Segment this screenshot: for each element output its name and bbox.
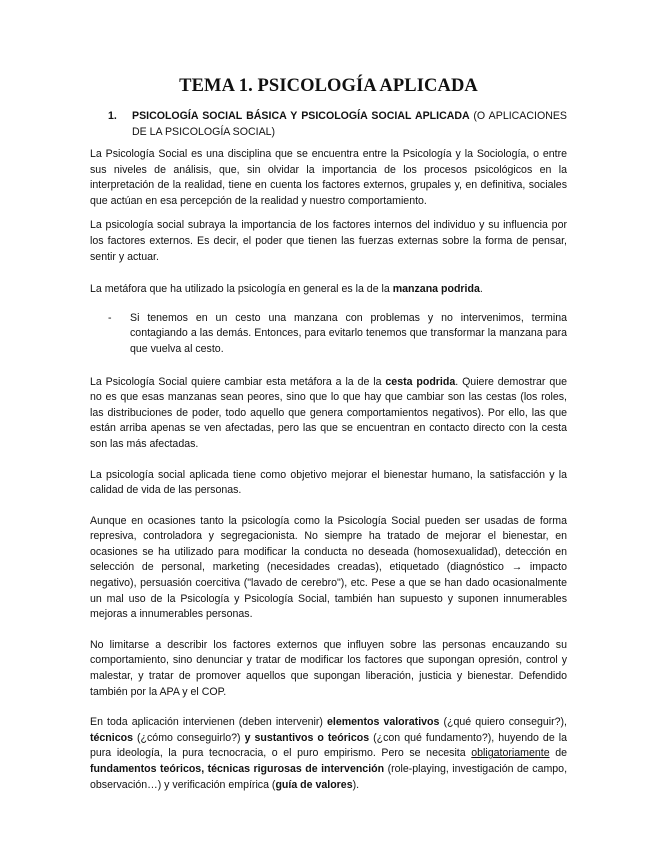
paragraph-misuse: Aunque en ocasiones tanto la psicología como la Psicología Social pueden ser usadas de forma represiva, controladora y segregacionista. No siempre ha tratado de mejorar el bienestar, en ocasiones se ha utilizado para modificar la conducta no deseada (homosexualidad), detección en selección de personal, marketing (necesidades creadas), etiquetado (diagnóstico → impacto negativo), persuasión coercitiva ("lavado de cerebro"), etc. Pese a que se han dado ocasionalmente un mal uso de la Psicología y Psicología Social, también han supuesto y suponen innumerables mejoras a innumerables personas. [90,514,567,621]
basket-bold: cesta podrida [385,375,456,388]
paragraph-internal-factors: La psicología social subraya la importancia de los factores internos del individuo y su influencia por los factores externos. Es decir, el poder que tienen las fuerzas externas sobre la forma de pensar, sentir y actuar. [90,219,567,263]
metaphor-bold: manzana podrida [392,283,480,296]
section-heading [90,108,567,140]
paragraph-denounce: No limitarse a describir los factores externos que influyen sobre las personas encauzando su comportamiento, sino denunciar y tratar de modificar los factores que supongan opresión, control y malestar, y tratar de promover aquellos que supongan liberación, justicia y bienestar. Defendido también por la APA y el COP. [90,638,567,698]
elements-b5: guía de valores [275,778,353,791]
page-title: TEMA 1. PSICOLOGÍA APLICADA [179,76,478,96]
elements-s2: (¿qué quiero conseguir?), [439,716,568,729]
section-heading-main: PSICOLOGÍA SOCIAL BÁSICA Y PSICOLOGÍA SOCIAL APLICADA [132,110,470,122]
metaphor-pre: La metáfora que ha utilizado la psicología en general es la de la [90,283,393,296]
elements-s3: (¿cómo conseguirlo?) [132,731,245,744]
paragraph-objective: La psicología social aplicada tiene como objetivo mejorar el bienestar humano, la satisfacción y la calidad de vida de las personas. [90,468,567,497]
elements-s4: (¿con qué fundamento?), huyendo de la pura ideología, la pura tecnocracia, o el puro empirismo. Pero se necesita [90,731,567,760]
elements-s6: (role-playing, investigación de campo, observación…) y verificación empírica ( [90,763,568,791]
elements-s7: ). [352,778,360,791]
paragraph-metaphor [90,282,567,298]
elements-b4: fundamentos teóricos, técnicas rigurosas de intervención [90,763,385,775]
elements-s5: de [549,747,567,760]
elements-b2: técnicos [90,731,133,744]
paragraph-definition: La Psicología Social es una disciplina que se encuentra entre la Psicología y la Sociología, o entre sus niveles de análisis, que, sin olvidar la importancia de los procesos psicológicos en la interpretación de la realidad, tiene en cuenta los factores externos, grupales y, en definitiva, sociales que actúan en esa percepción de la realidad y nuestro comportamiento. [90,148,567,207]
bullet-marker: - [108,311,112,324]
metaphor-post: . [479,283,483,296]
elements-u1: obligatoriamente [471,747,550,760]
elements-s1: En toda aplicación intervienen (deben intervenir) [90,716,327,729]
bullet-item [90,311,567,358]
elements-b1: elementos valorativos [326,716,440,729]
bullet-text: Si tenemos en un cesto una manzana con problemas y no intervenimos, termina contagiando a las demás. Entonces, para evitarlo tenemos que transformar la manzana para que vuelva al cesto. [130,311,567,355]
basket-pre: La Psicología Social quiere cambiar esta metáfora a la de la [90,375,386,388]
paragraph-elements [90,715,567,793]
elements-b3: y sustantivos o teóricos [244,731,370,744]
section-number: 1. [108,110,117,122]
paragraph-basket [90,375,567,453]
basket-post: . Quiere demostrar que no es que esas manzanas sean peores, sino que lo que hay que cambiar son las cestas (los roles, las distribuciones de poder, todo aquello que genera comportamientos negativos). Por ello, las que están arriba apenas se ven afectadas, pero las que se encuentran en contacto directo con la cesta son las más afectadas. [90,375,567,450]
section-heading-paren: (O APLICACIONES DE LA PSICOLOGÍA SOCIAL) [132,110,567,138]
section-heading-text [132,108,567,140]
